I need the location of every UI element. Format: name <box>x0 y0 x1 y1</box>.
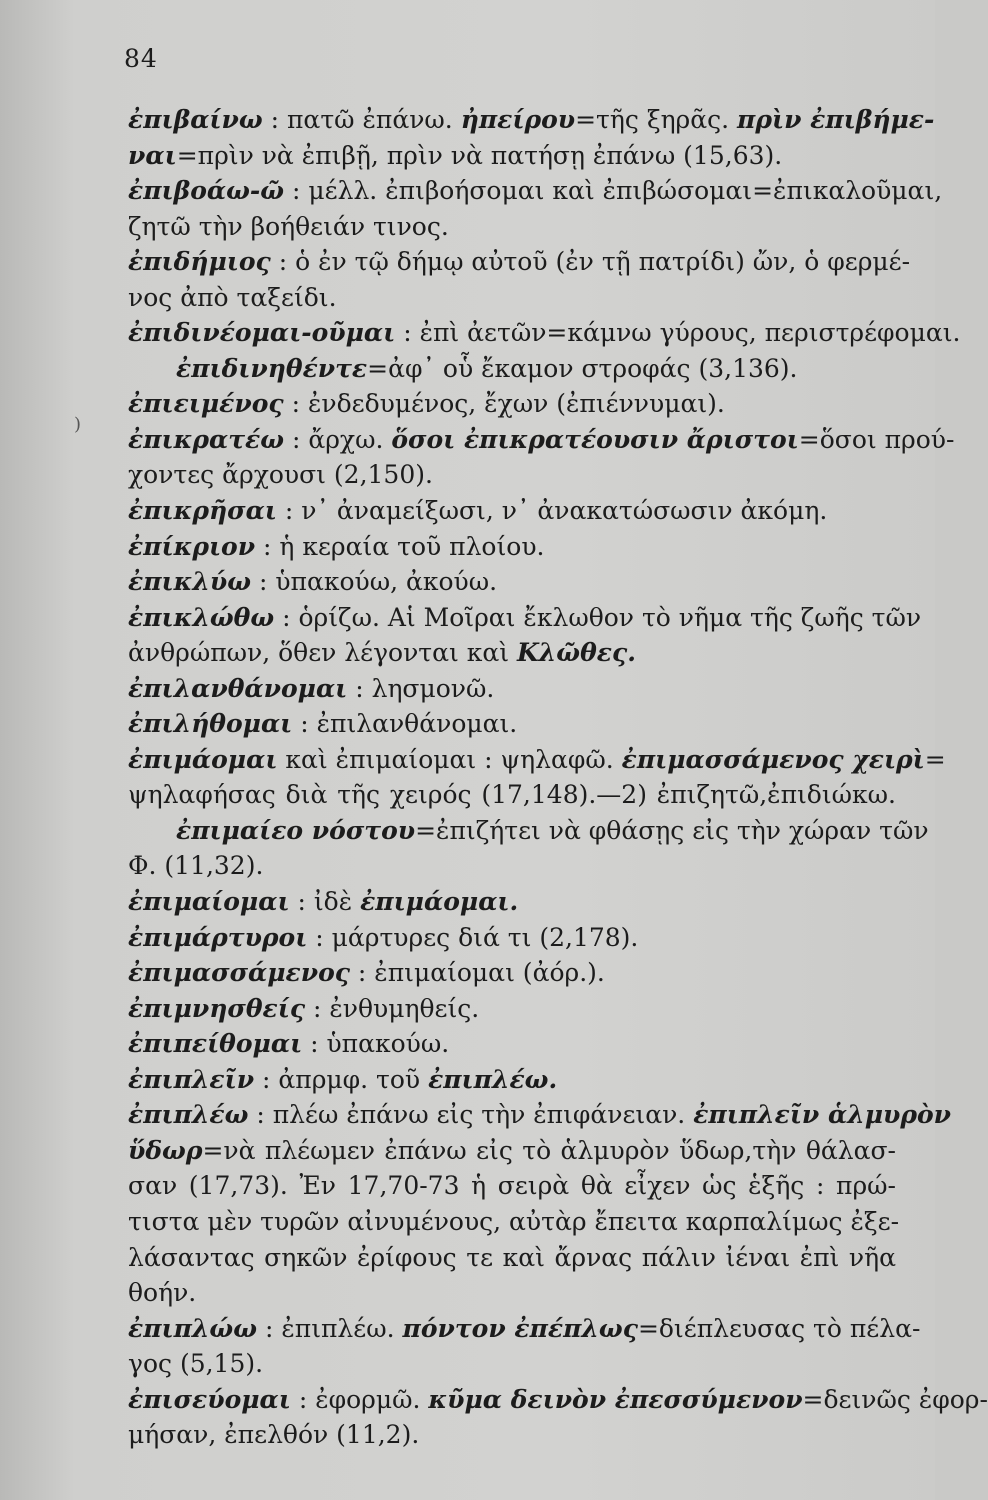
headword: ἐπιπλώω <box>128 1313 258 1343</box>
text-line <box>128 1133 896 1169</box>
definition-text: μήσαν, ἐπελθόν (11,2). <box>128 1420 420 1450</box>
text-line <box>128 848 896 884</box>
headword: ἐπιμνησθείς <box>128 993 306 1023</box>
headword: ἐπικλύω <box>128 567 252 597</box>
text-line <box>128 1026 896 1062</box>
definition-text: : λησμονῶ. <box>347 673 495 703</box>
definition-text: γος (5,15). <box>128 1349 264 1379</box>
quoted-phrase: ἐπιπλεῖν ἁλμυρὸν <box>693 1100 952 1130</box>
text-line <box>128 742 946 778</box>
text-line <box>128 955 896 991</box>
definition-text: τιστα μὲν τυρῶν αἰνυμένους, αὐτὰρ ἔπειτα καρπαλίμως ἐξε- <box>128 1206 900 1236</box>
definition-text: Φ. (11,32). <box>128 851 264 881</box>
headword: ἐπίκριον <box>128 531 256 561</box>
definition-text: : πλέω ἐπάνω εἰς τὴν ἐπιφάνειαν. <box>248 1100 694 1130</box>
quoted-phrase: ἐπιμασσάμενος χειρὶ <box>621 744 925 774</box>
definition-text: : ἐπὶ ἀετῶν=κάμνω γύρους, περιστρέφομαι. <box>395 318 961 348</box>
definition-text: ἀνθρώπων, ὅθεν λέγονται καὶ <box>128 638 518 668</box>
headword: ἐπικλώθω <box>128 602 275 632</box>
definition-text: =ἀφ᾽ οὗ ἔκαμον στροφάς (3,136). <box>367 353 798 383</box>
text-line <box>128 813 929 849</box>
text-line <box>128 1382 988 1418</box>
quoted-phrase: ἠπείρου <box>460 105 576 134</box>
definition-text: : ἄρχω. <box>284 424 392 454</box>
text-line <box>128 209 896 245</box>
dictionary-text-column <box>128 102 988 1453</box>
definition-text: : ὁρίζω. Αἱ Μοῖραι ἔκλωθον τὸ νῆμα τῆς ζωῆς τῶν <box>274 602 922 632</box>
text-line <box>128 280 896 316</box>
definition-text: ζητῶ τὴν βοήθειάν τινος. <box>128 211 449 241</box>
definition-text: καὶ ἐπιμαίομαι : ψηλαφῶ. <box>277 744 622 774</box>
text-line <box>128 1346 896 1382</box>
text-line <box>128 671 896 707</box>
text-line <box>128 386 896 422</box>
text-line <box>128 351 896 387</box>
text-line <box>128 102 935 138</box>
quoted-phrase: ἐπιπλέω. <box>428 1064 558 1094</box>
text-line <box>128 884 896 920</box>
headword: ἐπιβοάω-ῶ <box>128 176 285 206</box>
definition-text: : ἐπιλανθάνομαι. <box>292 709 518 739</box>
definition-text: =πρὶν νὰ ἐπιβῇ, πρὶν νὰ πατήσῃ ἐπάνω (15,63). <box>176 140 783 170</box>
headword: ἐπιμασσάμενος <box>128 958 350 988</box>
definition-text: ψηλαφήσας διὰ τῆς χειρός (17,148).—2) ἐπιζητῶ,ἐπιδιώκω. <box>128 780 896 810</box>
headword: ἐπισεύομαι <box>128 1384 291 1414</box>
text-line <box>128 173 943 209</box>
text-line <box>128 1097 952 1133</box>
quoted-phrase: ἐπιμάομαι. <box>360 887 519 917</box>
text-line <box>128 493 896 529</box>
text-line <box>128 457 896 493</box>
definition-text: : ἀπρμφ. τοῦ <box>254 1064 429 1094</box>
text-line <box>128 138 896 174</box>
definition-text: : μέλλ. ἐπιβοήσομαι καὶ ἐπιβώσομαι=ἐπικαλοῦμαι, <box>284 176 943 206</box>
text-line <box>128 315 961 351</box>
text-line <box>128 422 955 458</box>
text-line <box>128 706 896 742</box>
definition-text: : ἐπιμαίομαι (ἀόρ.). <box>349 958 605 988</box>
definition-text: χοντες ἄρχουσι (2,150). <box>128 460 433 490</box>
quoted-phrase: ὅσοι ἐπικρατέουσιν ἄριστοι <box>391 424 799 454</box>
text-line <box>128 920 896 956</box>
definition-text: =δεινῶς ἐφορ- <box>802 1384 988 1414</box>
definition-text: : πατῶ ἐπάνω. <box>262 105 461 134</box>
quoted-phrase: κῦμα δεινὸν ἐπεσσύμενον <box>428 1384 803 1414</box>
definition-text: =τῆς ξηρᾶς. <box>575 105 738 134</box>
definition-text: : μάρτυρες διά τι (2,178). <box>307 922 639 952</box>
definition-text: : ἐνδεδυμένος, ἔχων (ἐπιέννυμαι). <box>283 389 725 419</box>
quoted-phrase: ναι <box>128 140 177 170</box>
text-line <box>128 244 911 280</box>
text-line <box>128 635 896 671</box>
text-line <box>128 1062 896 1098</box>
definition-text: : ἐνθυμηθείς. <box>305 993 480 1023</box>
quoted-phrase: ὕδωρ <box>128 1135 203 1165</box>
margin-mark: ) <box>74 414 82 435</box>
headword: ἐπιμαίομαι <box>128 887 290 917</box>
definition-text: σαν (17,73). Ἐν 17,70-73 ἡ σειρὰ θὰ εἶχεν ὡς ἑξῆς : πρώ- <box>128 1171 896 1201</box>
quoted-phrase: πρὶν ἐπιβήμε- <box>737 105 935 134</box>
quoted-phrase: Κλῶθες. <box>517 638 636 668</box>
quoted-phrase: πόντον ἐπέπλως <box>402 1313 638 1343</box>
quoted-phrase: ἐπιμαίεο νόστου <box>176 815 416 845</box>
definition-text: : ὁ ἐν τῷ δήμῳ αὐτοῦ (ἐν τῇ πατρίδι) ὤν, ὁ φερμέ- <box>270 247 911 277</box>
headword: ἐπικρῆσαι <box>128 496 277 526</box>
definition-text: : ὑπακούω, ἀκούω. <box>251 567 498 597</box>
text-line <box>128 1311 921 1347</box>
definition-text: : ν᾽ ἀναμείξωσι, ν᾽ ἀνακατώσωσιν ἀκόμη. <box>276 496 828 526</box>
definition-text: : ὑπακούω. <box>302 1029 450 1059</box>
headword: ἐπιειμένος <box>128 389 284 419</box>
headword: ἐπιπείθομαι <box>128 1029 303 1059</box>
text-line <box>128 1240 896 1276</box>
headword: ἐπιλήθομαι <box>128 709 293 739</box>
text-line <box>128 1204 900 1240</box>
definition-text: =ἐπιζήτει νὰ φθάσῃς εἰς τὴν χώραν τῶν <box>415 815 929 845</box>
text-line <box>128 1417 896 1453</box>
text-line <box>128 991 896 1027</box>
text-line <box>128 529 896 565</box>
headword: ἐπιδινέομαι-οῦμαι <box>128 318 396 348</box>
page-number: 84 <box>124 44 158 73</box>
headword: ἐπικρατέω <box>128 424 285 454</box>
headword: ἐπιβαίνω <box>128 105 263 134</box>
quoted-phrase: ἐπιδινηθέντε <box>176 353 368 383</box>
text-line <box>128 1275 896 1311</box>
definition-text: : ἰδὲ <box>289 887 361 917</box>
headword: ἐπιμάομαι <box>128 744 278 774</box>
definition-text: =διέπλευσας τὸ πέλα- <box>637 1313 921 1343</box>
definition-text: νος ἀπὸ ταξείδι. <box>128 282 337 312</box>
text-line <box>128 600 922 636</box>
headword: ἐπιλανθάνομαι <box>128 673 348 703</box>
definition-text: λάσαντας σηκῶν ἐρίφους τε καὶ ἄρνας πάλιν ἰέναι ἐπὶ νῆα <box>128 1242 896 1272</box>
text-line <box>128 777 896 813</box>
definition-text: : ἐφορμῶ. <box>290 1384 429 1414</box>
definition-text: = <box>924 744 946 774</box>
text-line <box>128 564 896 600</box>
definition-text: : ἡ κεραία τοῦ πλοίου. <box>255 531 545 561</box>
headword: ἐπιμάρτυροι <box>128 922 308 952</box>
definition-text: =ὅσοι πρού- <box>798 424 955 454</box>
headword: ἐπιπλέω <box>128 1100 249 1130</box>
headword: ἐπιδήμιος <box>128 247 271 277</box>
definition-text: : ἐπιπλέω. <box>257 1313 403 1343</box>
text-line <box>128 1168 896 1204</box>
definition-text: θοήν. <box>128 1278 197 1308</box>
headword: ἐπιπλεῖν <box>128 1064 255 1094</box>
definition-text: =νὰ πλέωμεν ἐπάνω εἰς τὸ ἁλμυρὸν ὕδωρ,τὴν θάλασ- <box>202 1135 896 1165</box>
